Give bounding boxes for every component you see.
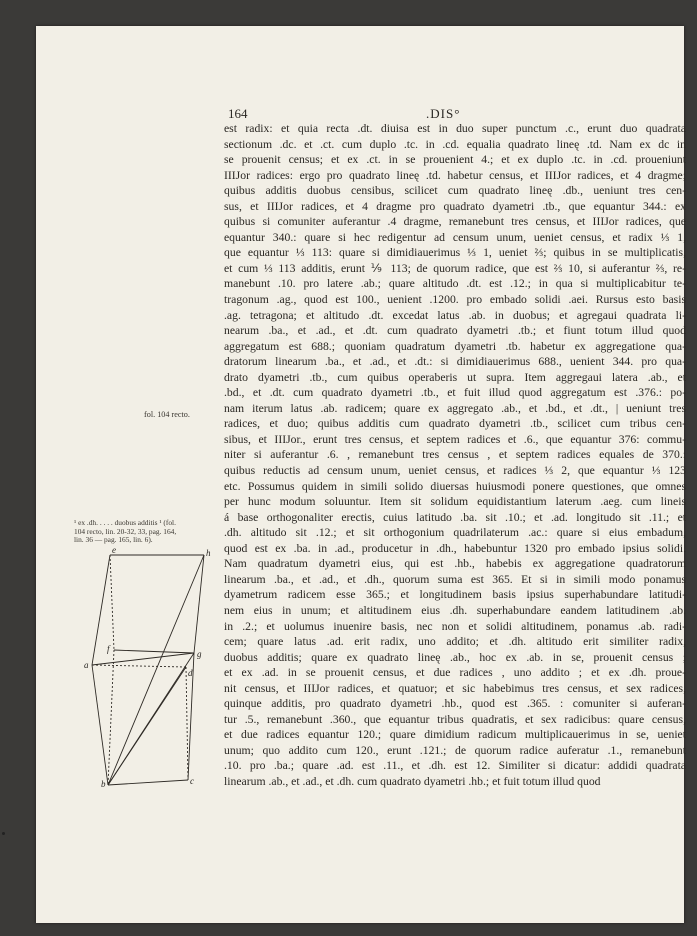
text-line: nem eius in unum; et altitudinem eius .dh. superhabundare eandem latitudinem .ab. bbox=[224, 603, 686, 617]
text-line: dyametrum radicem esse 365.; et longitudinem basis ipsius superhabundare latitudi- bbox=[224, 588, 686, 602]
edge-fg bbox=[114, 650, 194, 653]
geometric-figure bbox=[84, 548, 214, 788]
text-line: et due radices equantur 120.; quare dimidium radicum multiplicauerimus in se, ueniet bbox=[224, 728, 686, 742]
text-line: etc. Possumus quidem in simili solido diuersas huiusmodi ponere questiones, que omnes bbox=[224, 479, 686, 493]
edge-bc bbox=[108, 780, 188, 785]
text-line: unum; quo addito cum 120., erunt .121.; de quorum radice auferatur .1., remanebunt bbox=[224, 743, 686, 757]
page-header bbox=[224, 104, 634, 122]
text-line: nearum .ba., et .ad., et .dt. cum quadrato dyametri .tb.; et fiunt totum illud quod bbox=[224, 324, 686, 338]
text-line: drato dyametri .tb., cum quibus operaberis ut supra. Item aggregaui latera .ab., et bbox=[224, 370, 686, 384]
text-line: manebunt .10. pro latere .ab.; quare altitudo .dt. est .12.; in qua si multiplicabitur te- bbox=[224, 277, 686, 291]
label-a: a bbox=[84, 660, 89, 670]
text-line: per hunc modum soluuntur. Item sit solidum equidistantium laterum .aeg. cum lineis bbox=[224, 495, 686, 509]
edge-fb bbox=[108, 650, 114, 785]
text-line: .ag. tetragona; et altitudo .dt. excedat latus .ab. in duobus; et agregaui quadrata li- bbox=[224, 308, 686, 322]
text-line: .10. pro .ba.; quare .ad. est .11., et .dh. est 12. Similiter si dicatur: addidi quadrata bbox=[224, 759, 686, 773]
label-c: c bbox=[190, 776, 194, 786]
text-line: á base orthogonaliter erectis, cuius latitudo .ba. sit .10.; et .ad. longitudo sit .11.; et bbox=[224, 510, 686, 524]
text-line: quibus reductis ad censum unum, ueniet census, et radices ⅓ 2, que equantur ⅓ 123 bbox=[224, 464, 686, 478]
diagonal-gb bbox=[108, 653, 194, 785]
label-h: h bbox=[206, 548, 211, 558]
text-line: aggregatum est 688.; quoniam quadratum dyametri .tb. habetur ex aggregatione qua- bbox=[224, 339, 686, 353]
body-text bbox=[224, 121, 686, 790]
label-e: e bbox=[112, 548, 116, 555]
text-line: in .2.; et uolumus inuenire basis, nec non et solidi altitudinem, ponamus .ab. radi- bbox=[224, 619, 686, 633]
text-line: .dh. altitudo sit .12.; et sit orthogonium quadrilaterum .ac.: quare si eius embadum, bbox=[224, 526, 686, 540]
label-f: f bbox=[107, 644, 110, 654]
footnote-line: ¹ ex .dh. . . . . duobus additis ¹ (fol. bbox=[74, 518, 176, 527]
running-title: .DIS° bbox=[426, 106, 461, 121]
text-line: quibus si comuniter auferantur .4 dragme, remanebunt tres census, et IIIJor radices, que bbox=[224, 215, 686, 229]
text-line: que equantur ⅓ 113: quare si dimidiauerimus ⅓ 1, ueniet ⅔; quibus in se multiplicatis, bbox=[224, 246, 686, 260]
text-line: radices, et duo; quibus additis cum quadrato dyametri .tb., scilicet cum tribus cen- bbox=[224, 417, 686, 431]
edge-ag bbox=[92, 653, 194, 665]
edge-ab bbox=[92, 665, 108, 785]
text-line: sectionum .dc. et .ct. cum duplo .tc. in .cd. equalia quadrato lineę .td. Nam ex dc in bbox=[224, 137, 686, 151]
text-line: niter si auferantur .6. , remanebunt tres census , et septem radices equales de 370.: bbox=[224, 448, 686, 462]
page-number: 164 bbox=[228, 106, 248, 121]
text-line: dratorum linearum .ba., et .ad., et .dt.: si dimidiauerimus 688., uenient 344. pro qua- bbox=[224, 355, 686, 369]
text-line: equantur 340.: quare si hec redigentur ad censum unum, ueniet census, et radix ⅓ 1, bbox=[224, 230, 686, 244]
footnote-line: lin. 36 — pag. 165, lin. 6). bbox=[74, 535, 153, 545]
text-line: nam iterum latus .ab. radicem; quare ex aggregato .ab., et .bd., et .dt., | ueniunt tres bbox=[224, 401, 686, 415]
text-line: duobus additis; quare ex quadrato lineę .ab., hoc ex .ab. in se, prouenit census ; bbox=[224, 650, 686, 664]
footnote bbox=[74, 519, 222, 545]
text-line: linearum .ba., et .ad., et .dh., quorum suma est 365. Et si in simili modo ponamus bbox=[224, 572, 686, 586]
edge-ef bbox=[110, 555, 114, 650]
text-line: nit census, et IIIJor radices, et quatuor; et sic habebimus tres census, et sex radices, bbox=[224, 681, 686, 695]
text-line: se prouenit census; et ex .ct. in se prouenient 4.; et ex duplo .tc. in .cd. proueniunt bbox=[224, 153, 686, 167]
text-line: et cum ⅓ 113 additis, erunt ⅑ 113; de quorum radice, que est ⅔ 10, si auferantur ⅔, re- bbox=[224, 261, 686, 275]
label-g: g bbox=[197, 649, 202, 659]
text-line: quod est ex .ba. in .ad., producetur in .dh., habebuntur 1320 pro embado ipsius solidi. bbox=[224, 541, 686, 555]
label-b: b bbox=[101, 779, 106, 788]
text-line: et ex .ad. in se prouenit census, et due radices , uno addito ; et ex .dh. proue- bbox=[224, 666, 686, 680]
edge-hg bbox=[194, 555, 204, 653]
footnote-line: 104 recto, lin. 20-32, 33, pag. 164, bbox=[74, 526, 177, 536]
edge-ad bbox=[92, 665, 186, 667]
text-line: linearum .ab., et .ad., et .dh. cum quadrato dyametri .hb.; et fuit totum illud quod bbox=[224, 774, 601, 788]
text-line: tur .5., remanebunt .360., que equantur tribus quadratis, et sex radicibus: quare census, bbox=[224, 712, 686, 726]
folio-reference: fol. 104 recto. bbox=[144, 410, 190, 419]
edge-dc bbox=[186, 667, 188, 780]
label-d: d bbox=[188, 668, 193, 678]
solid-diagram bbox=[84, 548, 214, 788]
text-line: sus, et IIIJor radices, et 4 dragme pro quadrato dyametri .tb., que equantur 344.: ex bbox=[224, 199, 686, 213]
text-line: Nam quadratum dyametri eius, qui est .hb., habebis ex aggregatione quadratorum bbox=[224, 557, 686, 571]
text-line: quibus additis duobus censibus, scilicet cum quadrato lineę .db., ueniunt tres cen- bbox=[224, 184, 686, 198]
text-line: est radix: et quia recta .dt. diuisa est in duo super punctum .c., erunt duo quadrata bbox=[224, 122, 686, 135]
text-line: tragonum .ag., quod est 100., uenient .1200. pro embado solidi .aei. Rursus esto basis bbox=[224, 293, 686, 307]
manuscript-page bbox=[36, 26, 684, 923]
text-line: .bd., et .dt. cum quadrato dyametri .tb., et fuit illud quod aggregatum est .376.: po- bbox=[224, 386, 686, 400]
text-line: quinque additis, pro quadrato dyametri .hb., quod est .365. : comuniter si auferan- bbox=[224, 697, 686, 711]
text-line: IIIJor radices: ergo pro quadrato lineę .td. habetur census, et IIIJor radices, et 4 dragme; bbox=[224, 168, 686, 182]
text-line: cem; quare latus .ad. erit radix, uno addito; et .dh. altitudo erit similiter radix, bbox=[224, 635, 686, 649]
text-line: sibus, et IIIJor., erunt tres census, et septem radices et .6., que equantur 376: commu- bbox=[224, 432, 686, 446]
binding-mark bbox=[2, 832, 5, 835]
